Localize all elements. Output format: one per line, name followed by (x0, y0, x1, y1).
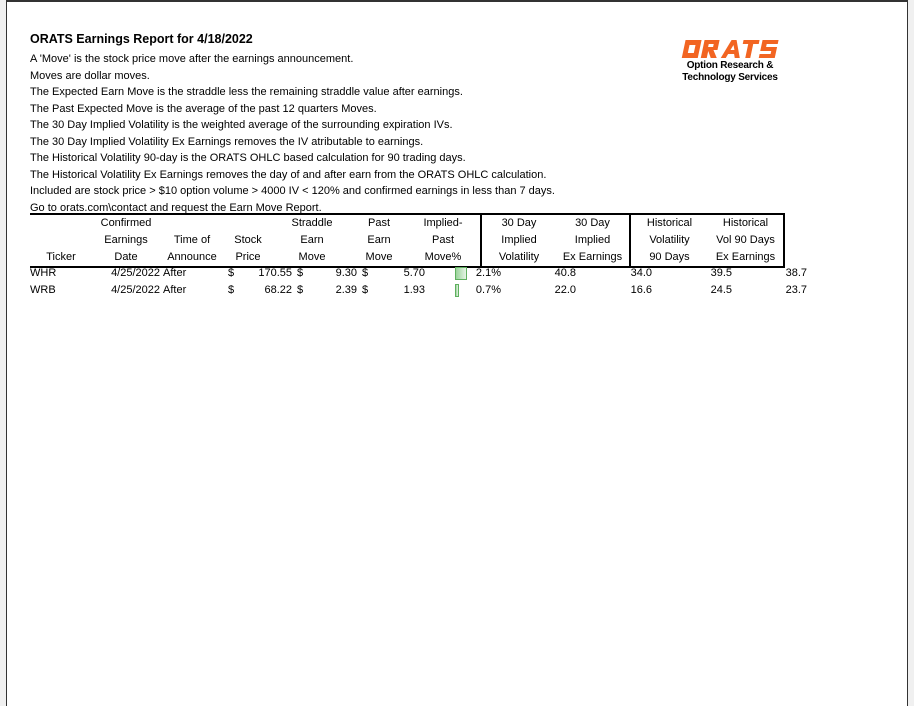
hv90-cell: 24.5 (710, 284, 732, 296)
currency-symbol: $ (297, 284, 304, 296)
implied-past-pct-cell: 2.1% (475, 267, 501, 279)
currency-symbol: $ (362, 267, 369, 279)
header-cell (30, 232, 92, 249)
hv90-cell: 39.5 (710, 267, 732, 279)
header-cell (338, 232, 352, 249)
header-cell: Move% (406, 249, 481, 267)
stock-price-cell: 170.55 (258, 267, 292, 279)
announce-cell: After (163, 267, 187, 279)
note-line: The Past Expected Move is the average of the past 12 quarters Moves. (30, 102, 377, 115)
implied-past-databar (455, 267, 467, 280)
header-cell: 30 Day (556, 214, 630, 232)
header-cell (338, 214, 352, 232)
note-line: The Expected Earn Move is the straddle less the remaining straddle value after earnings. (30, 86, 463, 98)
past-move-cell: 1.93 (403, 284, 425, 296)
hv90-ex-earnings-cell: 23.7 (785, 284, 807, 296)
logo-line-1: Option Research & (686, 60, 774, 71)
header-cell: Ex Earnings (708, 249, 784, 267)
note-line: Go to orats.com\contact and request the Earn Move Report. (30, 201, 322, 214)
orats-logo (675, 38, 785, 84)
report-notes (30, 51, 555, 216)
header-cell: Ex Earnings (556, 249, 630, 267)
header-cell: Announce (160, 249, 224, 267)
header-cell: Move (286, 249, 338, 267)
iv30-cell: 22.0 (554, 284, 576, 296)
header-cell: Historical (630, 214, 708, 232)
note-line: The Historical Volatility Ex Earnings removes the day of and after earn from the ORATS OHLC calculation. (30, 168, 547, 181)
implied-past-databar (455, 284, 459, 297)
ticker-cell: WRB (30, 284, 56, 296)
iv30-ex-earnings-cell: 16.6 (630, 284, 652, 296)
announce-cell: After (163, 284, 187, 296)
note-line: The 30 Day Implied Volatility Ex Earnings removes the IV atributable to earnings. (30, 135, 424, 148)
header-cell (272, 249, 286, 267)
date-cell: 4/25/2022 (111, 267, 160, 279)
header-cell: Earn (367, 234, 391, 246)
header-row-1 (30, 214, 784, 232)
currency-symbol: $ (362, 284, 369, 296)
header-cell: Price (224, 249, 272, 267)
header-cell: Implied (574, 234, 611, 246)
header-cell: Implied- (406, 214, 481, 232)
orats-logo-wordmark (680, 38, 780, 60)
stock-price-cell: 68.22 (264, 284, 292, 296)
logo-line-2: Technology Services (682, 72, 778, 83)
header-cell: Past (352, 214, 406, 232)
straddle-move-cell: 2.39 (335, 284, 357, 296)
report-page (7, 2, 907, 706)
header-cell: Implied (481, 232, 556, 249)
header-cell: Earn (300, 234, 324, 246)
header-cell: Volatility (481, 249, 556, 267)
header-cell: Move (352, 249, 406, 267)
header-cell (272, 214, 286, 232)
date-cell: 4/25/2022 (111, 284, 160, 296)
currency-symbol: $ (228, 267, 235, 279)
report-title: ORATS Earnings Report for 4/18/2022 (30, 32, 253, 46)
header-cell: Earnings (104, 234, 148, 246)
header-row-3 (30, 249, 784, 267)
header-cell: 30 Day (481, 214, 556, 232)
header-cell (160, 214, 224, 232)
currency-symbol: $ (228, 284, 235, 296)
header-cell: Past (431, 234, 454, 246)
window-left-border (0, 0, 7, 706)
past-move-cell: 5.70 (403, 267, 425, 279)
header-cell: Confirmed (92, 214, 160, 232)
header-cell: Time of (173, 234, 211, 246)
hv90-ex-earnings-cell: 38.7 (785, 267, 807, 279)
ticker-cell: WHR (30, 267, 57, 279)
iv30-ex-earnings-cell: 34.0 (630, 267, 652, 279)
header-cell: 90 Days (630, 249, 708, 267)
header-cell (224, 214, 272, 232)
window-right-border (907, 0, 914, 706)
iv30-cell: 40.8 (554, 267, 576, 279)
header-row-2 (30, 232, 784, 249)
note-line: The Historical Volatility 90-day is the ORATS OHLC based calculation for 90 trading days. (30, 152, 466, 164)
earnings-table (30, 213, 785, 268)
note-line: Included are stock price > $10 option volume > 4000 IV < 120% and confirmed earnings in less than 7 days. (30, 185, 555, 197)
note-line: The 30 Day Implied Volatility is the weighted average of the surrounding expiration IVs. (30, 119, 453, 131)
note-line: Moves are dollar moves. (30, 69, 150, 82)
header-cell: Straddle (286, 214, 338, 232)
straddle-move-cell: 9.30 (335, 267, 357, 279)
header-cell: Volatility (630, 232, 708, 249)
header-cell: Historical (708, 214, 784, 232)
header-cell (338, 249, 352, 267)
header-cell: Vol 90 Days (708, 232, 784, 249)
note-line: A 'Move' is the stock price move after the earnings announcement. (30, 53, 354, 65)
header-cell (272, 232, 286, 249)
header-cell (30, 214, 92, 232)
currency-symbol: $ (297, 267, 304, 279)
implied-past-pct-cell: 0.7% (475, 284, 501, 296)
header-cell: Stock (234, 234, 262, 246)
header-cell: Date (92, 249, 160, 267)
header-cell: Ticker (30, 249, 92, 267)
